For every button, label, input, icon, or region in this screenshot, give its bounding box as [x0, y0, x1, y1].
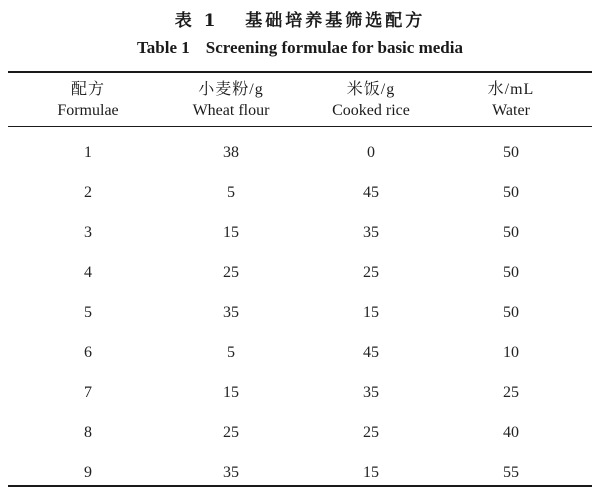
cell-wheat-flour: 35 [223, 304, 239, 321]
header-en: Water [492, 102, 530, 119]
cell-cooked-rice: 35 [363, 384, 379, 401]
header-water [438, 79, 584, 121]
caption-en-text: Screening formulae for basic media [205, 38, 463, 57]
cell-formula: 7 [84, 384, 92, 401]
table-header [8, 73, 592, 126]
cell-wheat-flour: 5 [227, 184, 235, 201]
caption-cn-text: 基础培养基筛选配方 [245, 11, 426, 31]
cell-formula: 1 [84, 144, 92, 161]
table-row [8, 333, 592, 373]
table-row [8, 133, 592, 173]
header-en: Cooked rice [332, 102, 410, 119]
cell-cooked-rice: 15 [363, 464, 379, 481]
cell-formula: 8 [84, 424, 92, 441]
cell-wheat-flour: 25 [223, 264, 239, 281]
header-cooked-rice [298, 79, 444, 121]
table-row [8, 293, 592, 333]
header-en: Formulae [57, 102, 119, 119]
cell-water: 50 [503, 184, 519, 201]
cell-formula: 9 [84, 464, 92, 481]
cell-wheat-flour: 35 [223, 464, 239, 481]
table-row [8, 253, 592, 293]
cell-water: 25 [503, 384, 519, 401]
cell-cooked-rice: 25 [363, 424, 379, 441]
header-wheat-flour [158, 79, 304, 121]
table-row [8, 213, 592, 253]
cell-wheat-flour: 25 [223, 424, 239, 441]
caption-en-label: Table 1 [137, 38, 190, 57]
header-cn: 水/mL [487, 81, 535, 98]
cell-water: 50 [503, 264, 519, 281]
cell-cooked-rice: 35 [363, 224, 379, 241]
table-header-rule [8, 126, 592, 127]
cell-water: 50 [503, 144, 519, 161]
cell-wheat-flour: 15 [223, 384, 239, 401]
table-row [8, 453, 592, 493]
cell-formula: 6 [84, 344, 92, 361]
cell-wheat-flour: 38 [223, 144, 239, 161]
cell-formula: 4 [84, 264, 92, 281]
cell-cooked-rice: 15 [363, 304, 379, 321]
table-row [8, 373, 592, 413]
cell-cooked-rice: 45 [363, 344, 379, 361]
cell-cooked-rice: 0 [367, 144, 375, 161]
header-cn: 配方 [70, 81, 105, 98]
cell-cooked-rice: 25 [363, 264, 379, 281]
cell-wheat-flour: 5 [227, 344, 235, 361]
table-row [8, 173, 592, 213]
cell-water: 55 [503, 464, 519, 481]
table-caption-cn [0, 6, 600, 31]
header-cn: 米饭/g [346, 81, 396, 98]
cell-water: 10 [503, 344, 519, 361]
table-row [8, 413, 592, 453]
cell-water: 50 [503, 224, 519, 241]
caption-cn-label: 表 1 [174, 11, 219, 31]
table-caption-en [0, 38, 600, 58]
cell-water: 50 [503, 304, 519, 321]
cell-formula: 2 [84, 184, 92, 201]
header-cn: 小麦粉/g [198, 81, 264, 98]
header-en: Wheat flour [192, 102, 270, 119]
cell-water: 40 [503, 424, 519, 441]
cell-formula: 3 [84, 224, 92, 241]
cell-cooked-rice: 45 [363, 184, 379, 201]
cell-wheat-flour: 15 [223, 224, 239, 241]
cell-formula: 5 [84, 304, 92, 321]
header-formulae [13, 79, 163, 121]
